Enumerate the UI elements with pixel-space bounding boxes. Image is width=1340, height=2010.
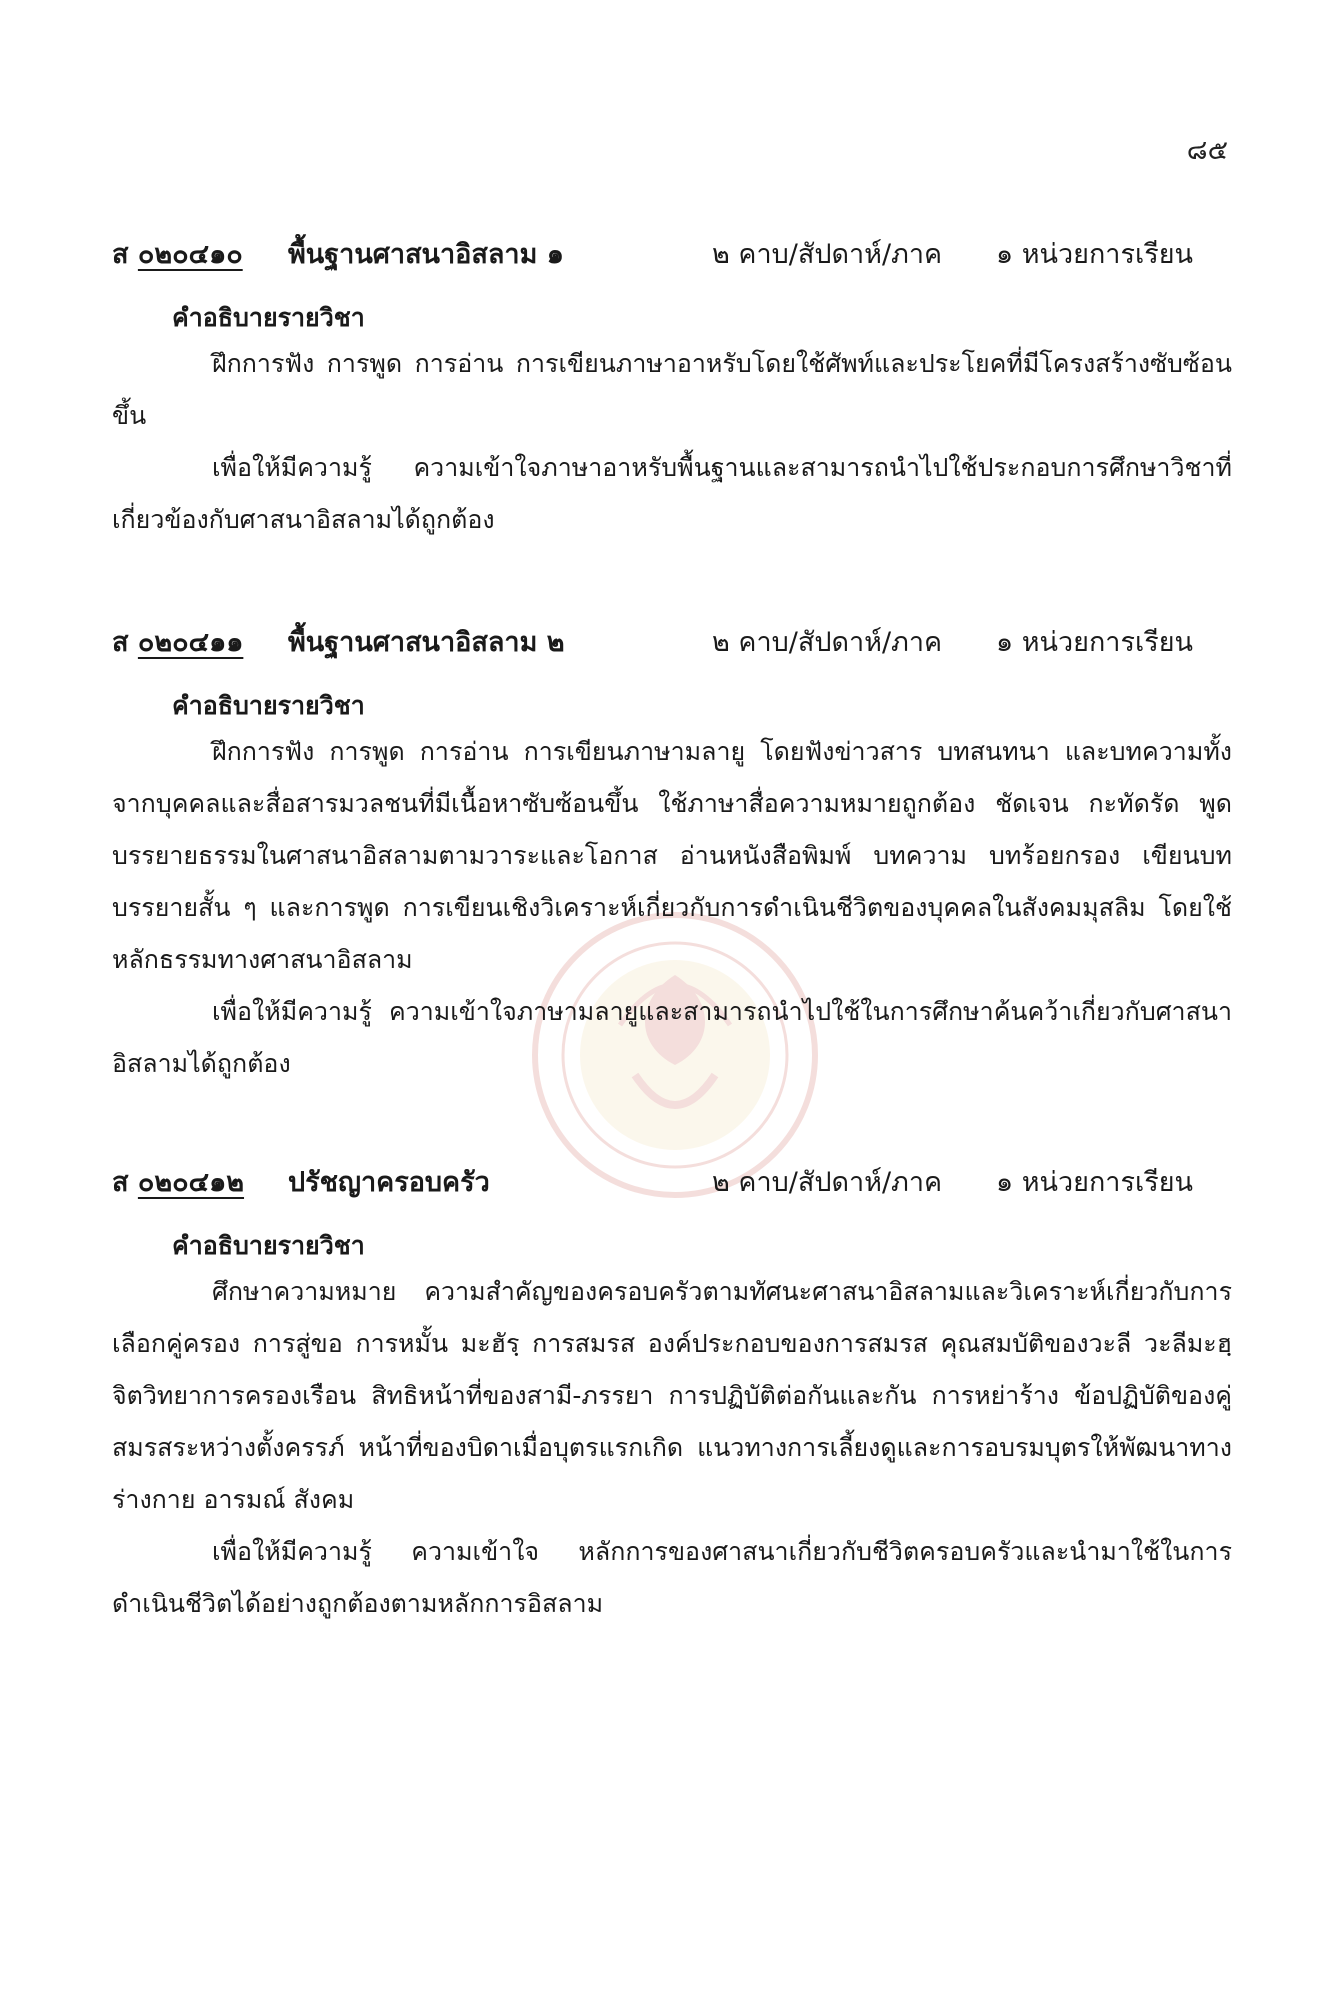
objective-paragraph: เพื่อให้มีความรู้ ความเข้าใจภาษามลายูและสามารถนำไปใช้ในการศึกษาค้นคว้าเกี่ยวกับศาสนาอิสลามได้ถูกต้อง xyxy=(112,997,1232,1078)
description-paragraph: ฝึกการฟัง การพูด การอ่าน การเขียนภาษามลายู โดยฟังข่าวสาร บทสนทนา และบทความทั้งจากบุคคลและสื่อสารมวลชนที่มีเนื้อหาซับซ้อนขึ้น ใช้ภาษาสื่อความหมายถูกต้อง ชัดเจน กะทัดรัด พูดบรรยายธรรมในศาสนาอิสลามตามวาระและโอกาส อ่านหนังสือพิมพ์ บทความ บทร้อยกรอง เขียนบทบรรยายสั้น ๆ และการพูด การเขียนเชิงวิเคราะห์เกี่ยวกับการดำเนินชีวิตของบุคคลในสังคมมุสลิม โดยใช้หลักธรรมทางศาสนาอิสลาม xyxy=(112,737,1232,974)
course-credits: ๑ หน่วยการเรียน xyxy=(996,239,1193,270)
course-code xyxy=(112,1160,244,1206)
course-title: ปรัชญาครอบครัว xyxy=(288,1167,490,1198)
course-periods: ๒ คาบ/สัปดาห์/ภาค xyxy=(712,239,943,270)
page-number: ๘๕ xyxy=(1186,135,1228,166)
course-credits: ๑ หน่วยการเรียน xyxy=(996,1167,1193,1198)
description-paragraph: ฝึกการฟัง การพูด การอ่าน การเขียนภาษาอาหรับโดยใช้ศัพท์และประโยคที่มีโครงสร้างซับซ้อนขึ้น xyxy=(112,349,1232,430)
course-block-2 xyxy=(112,620,1232,1090)
course-code xyxy=(112,620,243,666)
description-heading: คำอธิบายรายวิชา xyxy=(172,691,365,720)
course-title: พื้นฐานศาสนาอิสลาม ๒ xyxy=(288,627,565,658)
course-code xyxy=(112,232,243,278)
description-heading: คำอธิบายรายวิชา xyxy=(172,303,365,332)
course-header xyxy=(112,620,1232,666)
course-code-number: ๐๒๐๔๑๒ xyxy=(137,1167,245,1198)
course-code-prefix: ส xyxy=(112,627,129,658)
course-header xyxy=(112,232,1232,278)
course-code-number: ๐๒๐๔๑๑ xyxy=(137,627,244,658)
course-periods: ๒ คาบ/สัปดาห์/ภาค xyxy=(712,627,943,658)
course-title: พื้นฐานศาสนาอิสลาม ๑ xyxy=(288,239,564,270)
course-header xyxy=(112,1160,1232,1206)
objective-paragraph: เพื่อให้มีความรู้ ความเข้าใจภาษาอาหรับพื้นฐานและสามารถนำไปใช้ประกอบการศึกษาวิชาที่เกี่ยวข้องกับศาสนาอิสลามได้ถูกต้อง xyxy=(112,453,1232,534)
course-code-prefix: ส xyxy=(112,239,129,270)
course-code-prefix: ส xyxy=(112,1167,129,1198)
objective-paragraph: เพื่อให้มีความรู้ ความเข้าใจ หลักการของศาสนาเกี่ยวกับชีวิตครอบครัวและนำมาใช้ในการดำเนินชีวิตได้อย่างถูกต้องตามหลักการอิสลาม xyxy=(112,1537,1232,1618)
course-code-number: ๐๒๐๔๑๐ xyxy=(137,239,243,270)
course-block-3 xyxy=(112,1160,1232,1630)
course-credits: ๑ หน่วยการเรียน xyxy=(996,627,1193,658)
course-block-1 xyxy=(112,232,1232,546)
description-heading: คำอธิบายรายวิชา xyxy=(172,1231,365,1260)
course-periods: ๒ คาบ/สัปดาห์/ภาค xyxy=(712,1167,943,1198)
description-paragraph: ศึกษาความหมาย ความสำคัญของครอบครัวตามทัศนะศาสนาอิสลามและวิเคราะห์เกี่ยวกับการเลือกคู่ครอง การสู่ขอ การหมั้น มะฮัรฺ การสมรส องค์ประกอบของการสมรส คุณสมบัติของวะลี วะลีมะฮฺ จิตวิทยาการครองเรือน สิทธิหน้าที่ของสามี-ภรรยา การปฏิบัติต่อกันและกัน การหย่าร้าง ข้อปฏิบัติของคู่สมรสระหว่างตั้งครรภ์ หน้าที่ของบิดาเมื่อบุตรแรกเกิด แนวทางการเลี้ยงดูและการอบรมบุตรให้พัฒนาทางร่างกาย อารมณ์ สังคม xyxy=(112,1277,1232,1514)
